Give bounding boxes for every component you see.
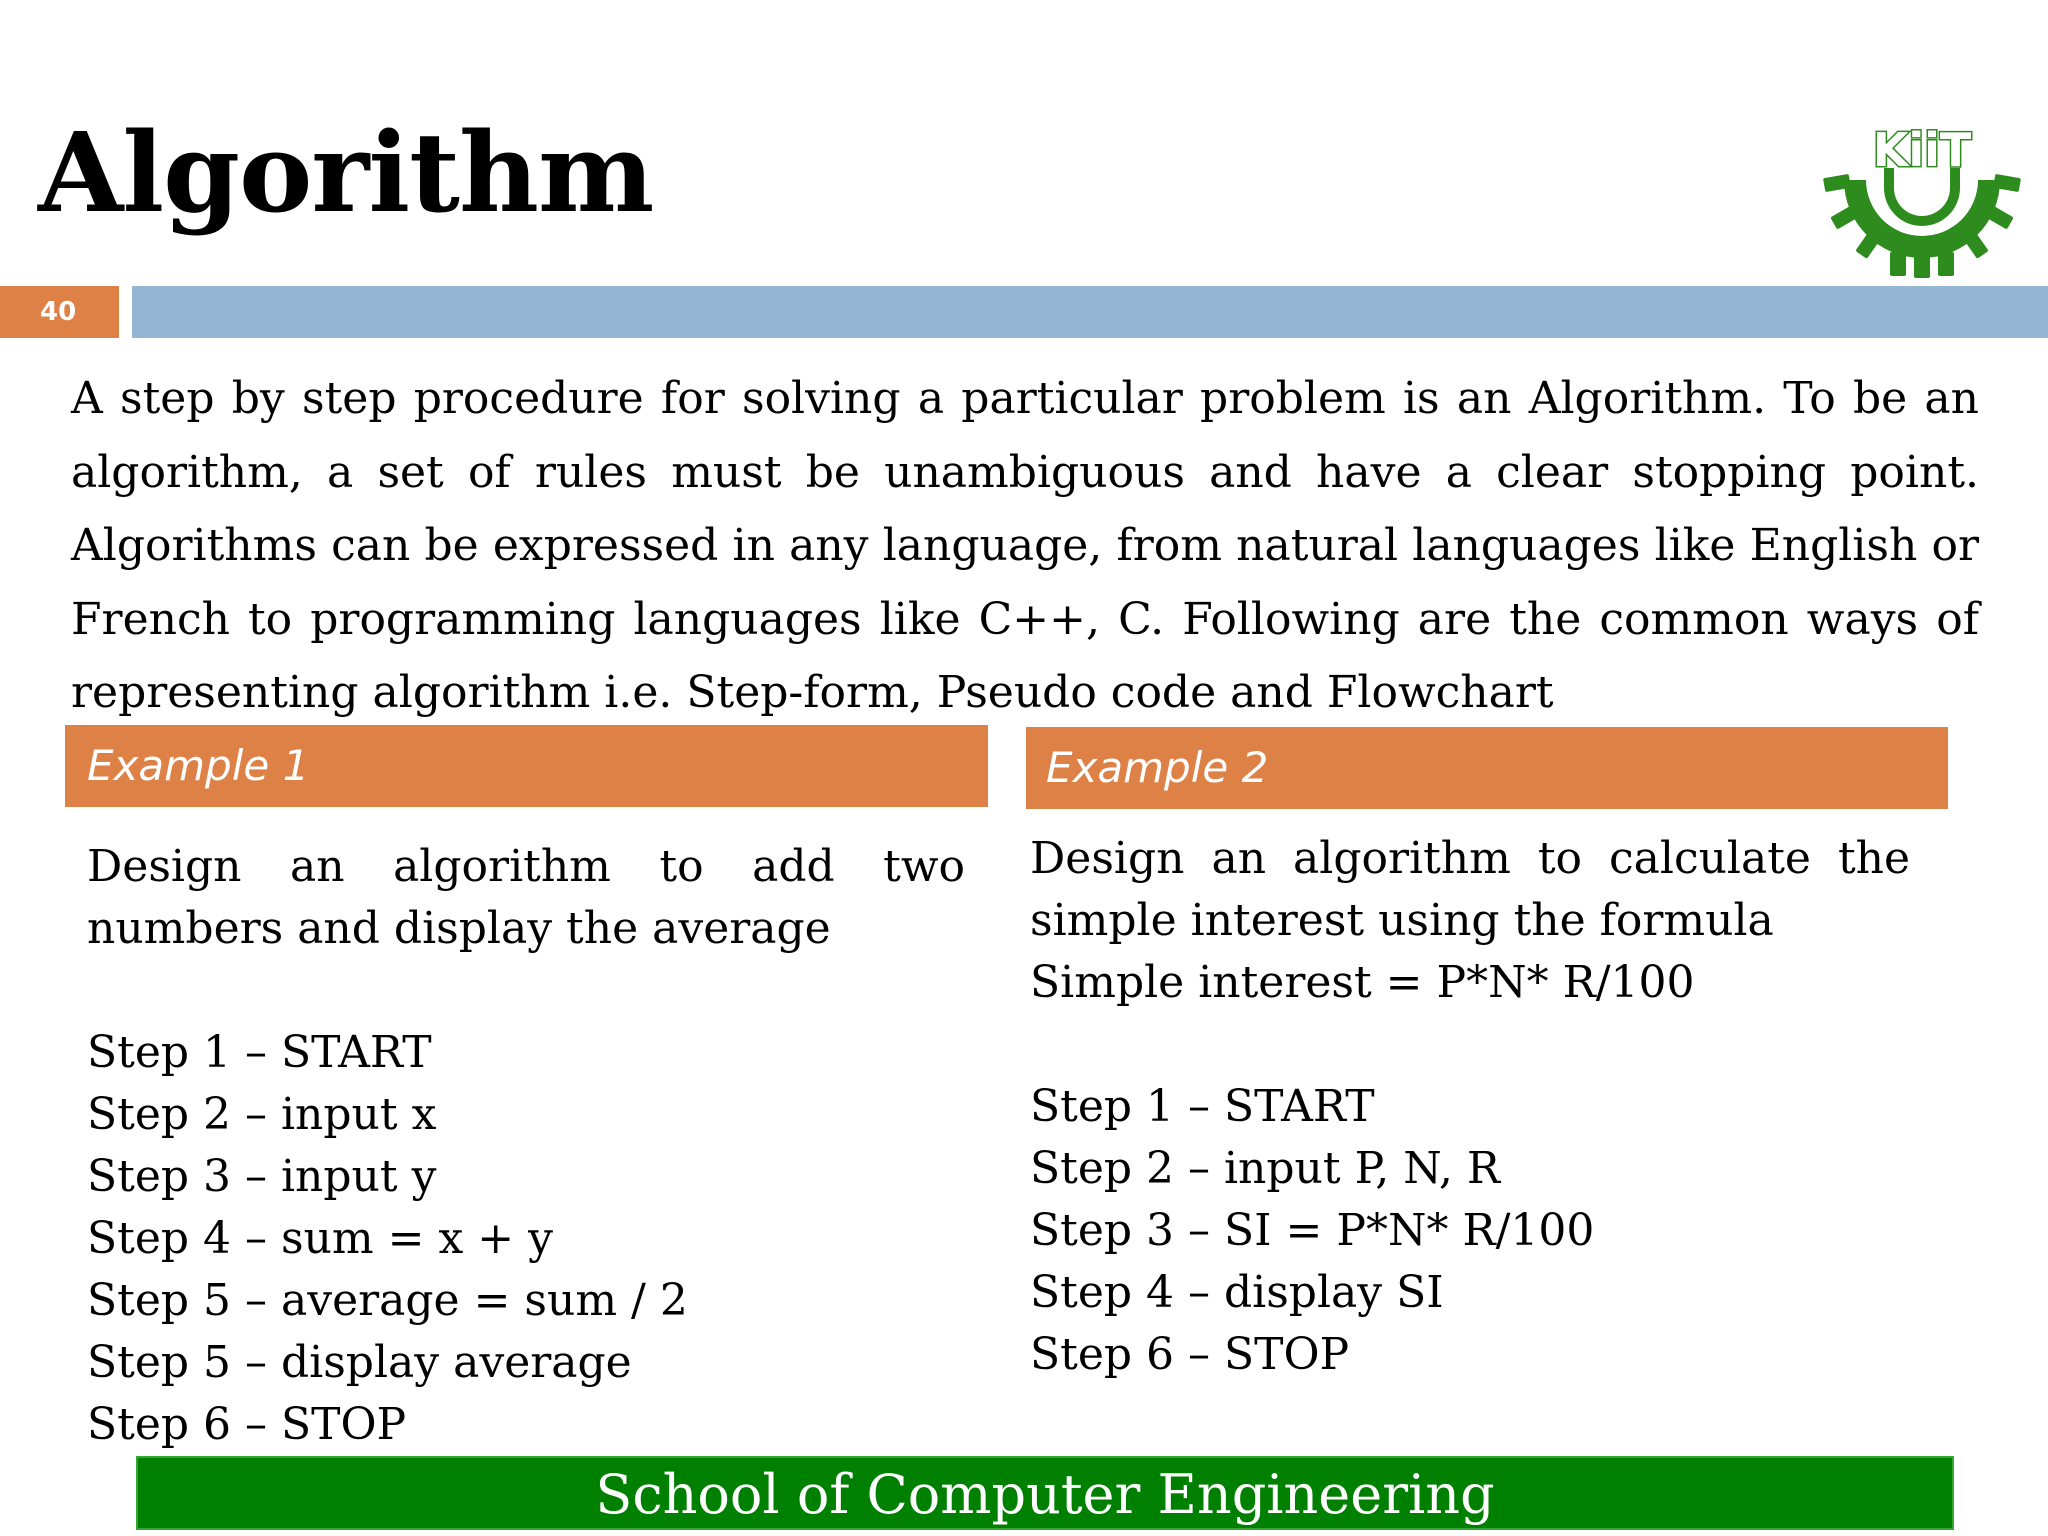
step-item: Step 3 – input y (87, 1151, 437, 1202)
example-2-description: Design an algorithm to calculate the simple interest using the formula (1030, 833, 1910, 946)
example-1-body (87, 836, 965, 1456)
example-1-steps (87, 1022, 965, 1456)
logo-text: KiiT (1872, 123, 1972, 177)
slide-title: Algorithm (38, 108, 654, 237)
example-2-header: Example 2 (1026, 727, 1948, 809)
example-2-formula: Simple interest = P*N* R/100 (1030, 957, 1695, 1008)
example-2-body (1030, 828, 1910, 1386)
step-item: Step 2 – input x (87, 1089, 437, 1140)
step-item: Step 5 – display average (87, 1337, 632, 1388)
example-1-header: Example 1 (65, 725, 988, 807)
step-item: Step 4 – display SI (1030, 1267, 1444, 1318)
step-item: Step 3 – SI = P*N* R/100 (1030, 1205, 1595, 1256)
step-item: Step 1 – START (87, 1027, 432, 1078)
example-1-description: Design an algorithm to add two numbers and display the average (87, 841, 965, 954)
kiit-logo (1822, 118, 2022, 278)
title-underline-bar (132, 286, 2048, 338)
example-2-steps (1030, 1076, 1910, 1386)
step-item: Step 1 – START (1030, 1081, 1375, 1132)
step-item: Step 6 – STOP (87, 1399, 407, 1450)
step-item: Step 6 – STOP (1030, 1329, 1350, 1380)
step-item: Step 4 – sum = x + y (87, 1213, 553, 1264)
intro-paragraph: A step by step procedure for solving a particular problem is an Algorithm. To be an algorithm, a set of rules must be unambiguous and have a clear stopping point. Algorithms can be expressed in any language, from natural languages like English or French to programming languages like C++, C. Following are the common ways of representing algorithm i.e. Step-form, Pseudo code and Flowchart (71, 373, 1979, 718)
step-item: Step 5 – average = sum / 2 (87, 1275, 688, 1326)
slide-number: 40 (0, 286, 119, 338)
step-item: Step 2 – input P, N, R (1030, 1143, 1501, 1194)
footer-banner: School of Computer Engineering (136, 1456, 1954, 1530)
